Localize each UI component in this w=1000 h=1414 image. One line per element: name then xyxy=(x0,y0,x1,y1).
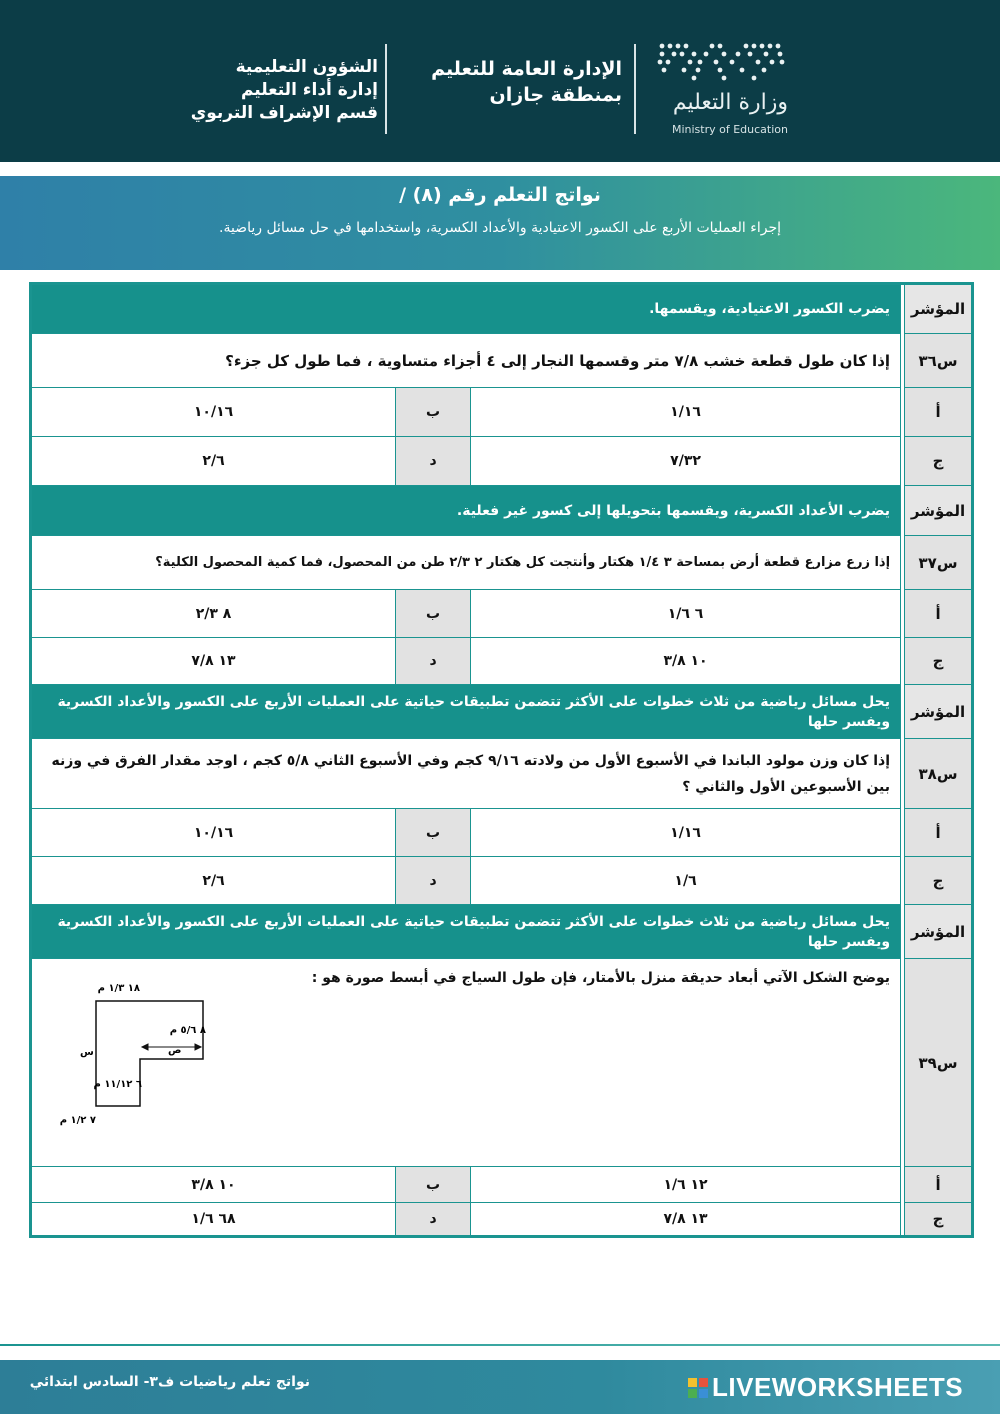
outcome-banner xyxy=(0,176,1000,270)
option-d-label: د xyxy=(396,1203,471,1237)
option-c-label: ج xyxy=(905,437,973,486)
header-banner xyxy=(0,0,1000,162)
option-b[interactable]: ٨ ٢/٣ xyxy=(31,590,396,638)
option-b[interactable]: ١٠ ٣/٨ xyxy=(31,1167,396,1203)
question-number: س٣٦ xyxy=(905,334,973,388)
option-b-label: ب xyxy=(396,388,471,437)
indicator-row xyxy=(31,284,973,334)
question-row xyxy=(31,739,973,809)
question-number: س٣٧ xyxy=(905,536,973,590)
option-a-label: أ xyxy=(905,809,973,857)
region-line-2: بمنطقة جازان xyxy=(489,84,622,106)
option-a[interactable]: ١/١٦ xyxy=(471,809,901,857)
ministry-dots-icon xyxy=(654,40,788,80)
options-row xyxy=(31,590,973,638)
indicator-text: يحل مسائل رياضية من ثلاث خطوات على الأكثر تتضمن تطبيقات حياتية على العمليات الأربع على الكسور والأعداد الكسرية ويفسر حلها xyxy=(31,685,901,739)
ministry-name-en: Ministry of Education xyxy=(671,123,788,136)
option-d[interactable]: ٦٨ ١/٦ xyxy=(31,1203,396,1237)
option-a-label: أ xyxy=(905,590,973,638)
question-row xyxy=(31,536,973,590)
question-text: إذا كان وزن مولود الباندا في الأسبوع الأول من ولادته ٩/١٦ كجم وفي الأسبوع الثاني ٥/٨ كجم ، اوجد مقدار الفرق في وزنه بين الأسبوعين الأول والثاني ؟ xyxy=(31,739,901,809)
footer-divider xyxy=(0,1344,1000,1346)
dept-line-1: الشؤون التعليمية xyxy=(235,57,378,77)
question-row xyxy=(31,334,973,388)
options-row xyxy=(31,809,973,857)
indicator-row xyxy=(31,685,973,739)
option-d[interactable]: ٢/٦ xyxy=(31,857,396,905)
option-b-label: ب xyxy=(396,1167,471,1203)
option-c[interactable]: ١٠ ٣/٨ xyxy=(471,638,901,685)
region-title xyxy=(402,56,622,108)
option-c-label: ج xyxy=(905,857,973,905)
question-text: إذا زرع مزارع قطعة أرض بمساحة ٣ ١/٤ هكتار وأنتجت كل هكتار ٢ ٢/٣ طن من المحصول، فما كمية المحصول الكلية؟ xyxy=(31,536,901,590)
indicator-row xyxy=(31,905,973,959)
indicator-text: يضرب الكسور الاعتيادية، ويقسمها. xyxy=(31,284,901,334)
option-b-label: ب xyxy=(396,590,471,638)
liveworksheets-brand[interactable]: LIVEWORKSHEETS xyxy=(712,1372,964,1402)
option-c[interactable]: ١٣ ٧/٨ xyxy=(471,1203,901,1237)
figure-inner-label: ص xyxy=(168,1045,182,1056)
indicator-text: يحل مسائل رياضية من ثلاث خطوات على الأكثر تتضمن تطبيقات حياتية على العمليات الأربع على الكسور والأعداد الكسرية ويفسر حلها xyxy=(31,905,901,959)
question-text: يوضح الشكل الآتي أبعاد حديقة منزل بالأمتار، فإن طول السياج في أبسط صورة هو : xyxy=(31,959,901,1167)
option-b-label: ب xyxy=(396,809,471,857)
indicator-label: المؤشر xyxy=(905,284,973,334)
figure-left-label: س xyxy=(80,1047,94,1058)
question-text: إذا كان طول قطعة خشب ٧/٨ متر وقسمها النجار إلى ٤ أجزاء متساوية ، فما طول كل جزء؟ xyxy=(31,334,901,388)
figure-bottom-label: ٧ ١/٢ م xyxy=(59,1115,96,1126)
figure-right-label: ٨ ٥/٦ م xyxy=(169,1025,206,1036)
option-b[interactable]: ١٠/١٦ xyxy=(31,388,396,437)
region-line-1: الإدارة العامة للتعليم xyxy=(431,58,622,80)
option-c-label: ج xyxy=(905,1203,973,1237)
option-d-label: د xyxy=(396,437,471,486)
option-c[interactable]: ١/٦ xyxy=(471,857,901,905)
option-a[interactable]: ٦ ١/٦ xyxy=(471,590,901,638)
indicator-label: المؤشر xyxy=(905,685,973,739)
option-b[interactable]: ١٠/١٦ xyxy=(31,809,396,857)
ministry-name-ar: وزارة التعليم xyxy=(672,90,788,115)
garden-outline xyxy=(93,1001,203,1106)
options-row xyxy=(31,437,973,486)
option-d[interactable]: ١٣ ٧/٨ xyxy=(31,638,396,685)
option-a[interactable]: ١/١٦ xyxy=(471,388,901,437)
footer-text: نواتج تعلم رياضيات ف٣- السادس ابتدائي xyxy=(29,1374,310,1390)
option-c[interactable]: ٧/٣٢ xyxy=(471,437,901,486)
option-c-label: ج xyxy=(905,638,973,685)
dept-line-3: قسم الإشراف التربوي xyxy=(190,103,378,123)
garden-figure xyxy=(59,975,270,1135)
options-row xyxy=(31,388,973,437)
header-divider xyxy=(385,44,387,134)
footer-bar xyxy=(0,1360,1000,1414)
liveworksheets-logo-icon xyxy=(688,1378,708,1398)
question-number: س٣٩ xyxy=(905,959,973,1167)
department-title xyxy=(158,56,378,125)
options-row xyxy=(31,857,973,905)
options-row xyxy=(31,1203,973,1237)
indicator-row xyxy=(31,486,973,536)
option-d-label: د xyxy=(396,857,471,905)
indicator-text: يضرب الأعداد الكسرية، ويقسمها بتحويلها إلى كسور غير فعلية. xyxy=(31,486,901,536)
figure-step-label: ٦ ١١/١٢ م xyxy=(93,1079,142,1090)
outcome-description: إجراء العمليات الأربع على الكسور الاعتيادية والأعداد الكسرية، واستخدامها في حل مسائل رياضية. xyxy=(219,220,781,236)
question-number: س٣٨ xyxy=(905,739,973,809)
option-a[interactable]: ١٢ ١/٦ xyxy=(471,1167,901,1203)
options-row xyxy=(31,1167,973,1203)
option-a-label: أ xyxy=(905,388,973,437)
outcome-title: نواتج التعلم رقم (٨) / xyxy=(399,184,601,206)
option-d-label: د xyxy=(396,638,471,685)
dept-line-2: إدارة أداء التعليم xyxy=(240,80,378,100)
options-row xyxy=(31,638,973,685)
indicator-label: المؤشر xyxy=(905,905,973,959)
option-a-label: أ xyxy=(905,1167,973,1203)
indicator-label: المؤشر xyxy=(905,486,973,536)
header-divider xyxy=(634,44,636,134)
figure-top-label: ١٨ ١/٣ م xyxy=(97,983,140,994)
ministry-logo xyxy=(654,40,788,140)
option-d[interactable]: ٢/٦ xyxy=(31,437,396,486)
